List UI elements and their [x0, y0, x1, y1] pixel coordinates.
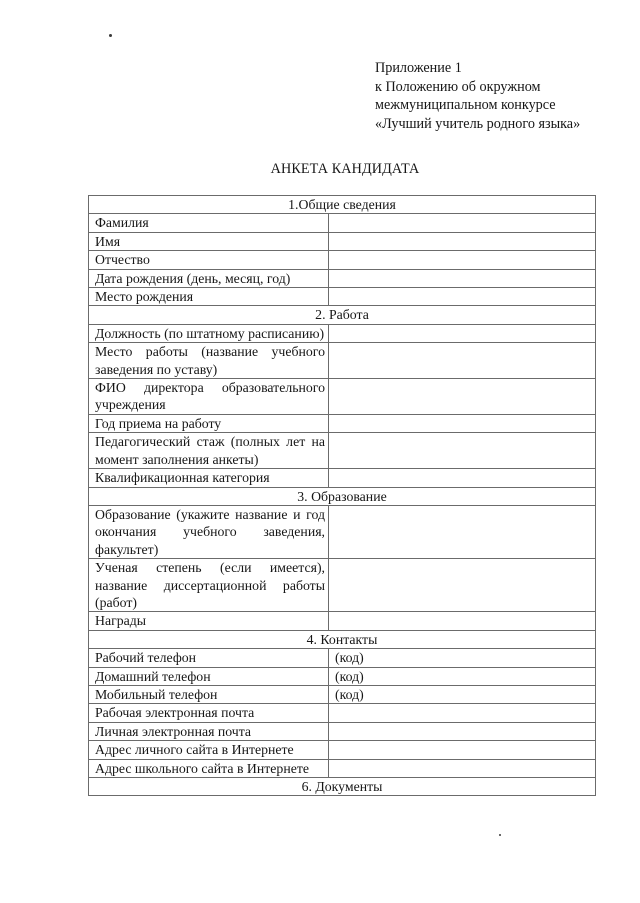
field-value-cell[interactable]	[329, 469, 596, 487]
form-row	[89, 685, 596, 703]
annex-line: Приложение 1	[375, 60, 462, 76]
section-header-row	[89, 778, 596, 796]
field-value-cell[interactable]	[329, 232, 596, 250]
scan-speck	[109, 34, 112, 37]
form-row	[89, 505, 596, 558]
field-label: Отчество	[89, 251, 329, 269]
field-label: Фамилия	[89, 214, 329, 232]
section-heading: 4. Контакты	[89, 630, 596, 648]
field-value-cell[interactable]	[329, 414, 596, 432]
field-value-cell[interactable]	[329, 379, 596, 415]
field-label: Адрес личного сайта в Интернете	[89, 741, 329, 759]
field-label: Рабочий телефон	[89, 649, 329, 667]
field-label: Мобильный телефон	[89, 685, 329, 703]
form-row	[89, 469, 596, 487]
scan-speck	[499, 834, 501, 836]
form-row	[89, 414, 596, 432]
form-row	[89, 612, 596, 630]
annex-line: к Положению об окружном	[375, 78, 541, 95]
field-value-cell[interactable]	[329, 214, 596, 232]
form-row	[89, 649, 596, 667]
field-value-cell[interactable]	[329, 505, 596, 558]
form-row	[89, 722, 596, 740]
annex-line: «Лучший учитель родного языка»	[375, 115, 581, 132]
form-row	[89, 324, 596, 342]
section-header-row	[89, 630, 596, 648]
form-row	[89, 559, 596, 612]
section-heading: 3. Образование	[89, 487, 596, 505]
field-value-cell[interactable]	[329, 433, 596, 469]
field-label: Награды	[89, 612, 329, 630]
field-label: Личная электронная почта	[89, 722, 329, 740]
form-row	[89, 343, 596, 379]
field-value-cell[interactable]	[329, 324, 596, 342]
form-row	[89, 379, 596, 415]
field-value-cell[interactable]	[329, 741, 596, 759]
field-value-cell[interactable]	[329, 343, 596, 379]
field-label: Педагогический стаж (полных лет на момент заполнения анкеты)	[89, 433, 329, 469]
field-label: Должность (по штатному расписанию)	[89, 324, 329, 342]
field-value-cell[interactable]: (код)	[329, 685, 596, 703]
field-label: Место рождения	[89, 288, 329, 306]
field-value-cell[interactable]: (код)	[329, 667, 596, 685]
section-header-row	[89, 487, 596, 505]
field-label: Образование (укажите название и год окончания учебного заведения, факультет)	[89, 505, 329, 558]
field-label: Имя	[89, 232, 329, 250]
field-label: Квалификационная категория	[89, 469, 329, 487]
field-label: Место работы (название учебного заведения по уставу)	[89, 343, 329, 379]
field-label: Адрес школьного сайта в Интернете	[89, 759, 329, 777]
field-value-cell[interactable]	[329, 722, 596, 740]
field-value-cell[interactable]	[329, 612, 596, 630]
field-value-cell[interactable]	[329, 251, 596, 269]
field-value-cell[interactable]	[329, 559, 596, 612]
form-title: АНКЕТА КАНДИДАТА	[270, 161, 420, 177]
field-value-cell[interactable]	[329, 704, 596, 722]
form-row	[89, 269, 596, 287]
section-header-row	[89, 196, 596, 214]
field-label: ФИО директора образовательного учреждения	[89, 379, 329, 415]
field-label: Год приема на работу	[89, 414, 329, 432]
form-row	[89, 232, 596, 250]
form-row	[89, 741, 596, 759]
form-row	[89, 667, 596, 685]
candidate-form-table	[88, 195, 596, 796]
field-value-cell[interactable]	[329, 288, 596, 306]
form-row	[89, 704, 596, 722]
section-heading: 2. Работа	[89, 306, 596, 324]
form-row	[89, 288, 596, 306]
field-label: Домашний телефон	[89, 667, 329, 685]
form-row	[89, 251, 596, 269]
annex-header	[375, 59, 615, 133]
section-header-row	[89, 306, 596, 324]
section-heading: 6. Документы	[89, 778, 596, 796]
section-heading: 1.Общие сведения	[89, 196, 596, 214]
form-row	[89, 759, 596, 777]
field-label: Рабочая электронная почта	[89, 704, 329, 722]
field-label: Дата рождения (день, месяц, год)	[89, 269, 329, 287]
form-row	[89, 214, 596, 232]
form-row	[89, 433, 596, 469]
annex-line: межмуниципальном конкурсе	[375, 97, 556, 113]
field-label: Ученая степень (если имеется), название диссертационной работы (работ)	[89, 559, 329, 612]
field-value-cell[interactable]	[329, 269, 596, 287]
field-value-cell[interactable]	[329, 759, 596, 777]
field-value-cell[interactable]: (код)	[329, 649, 596, 667]
